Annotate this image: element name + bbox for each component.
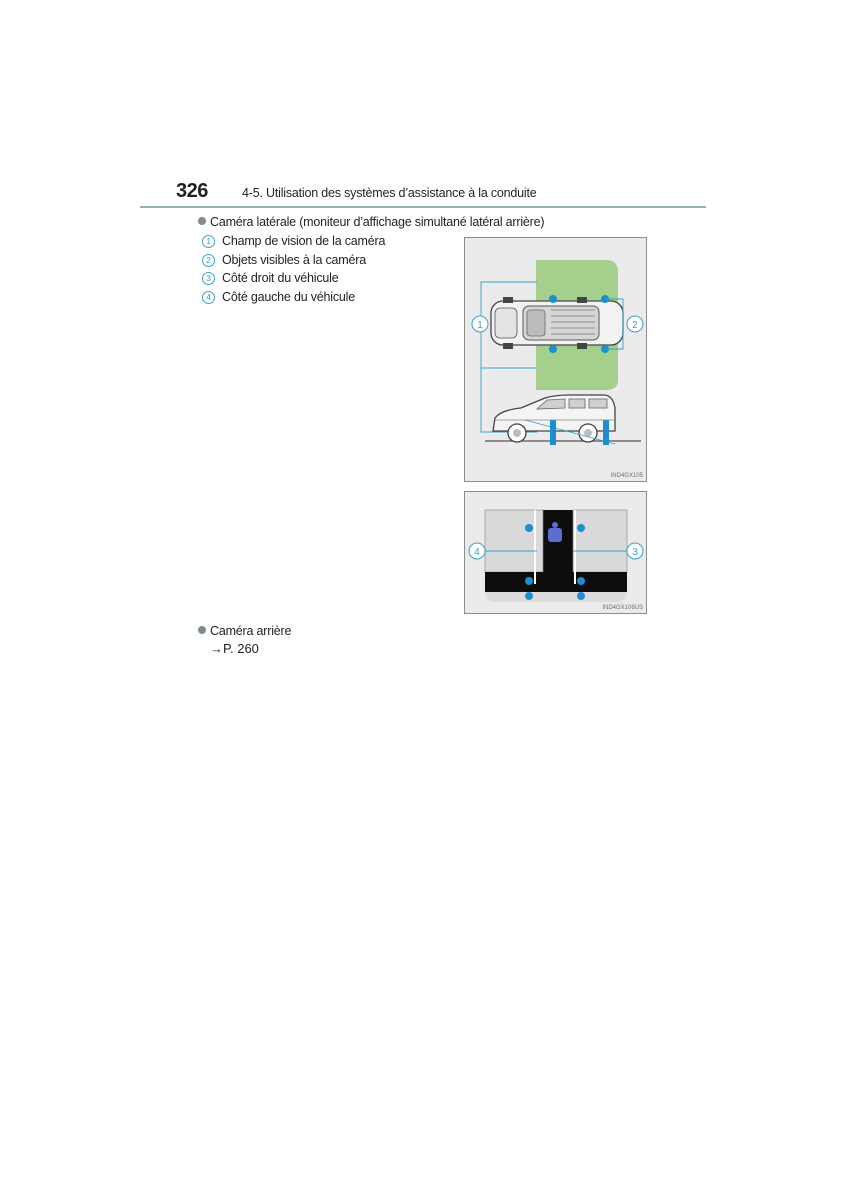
- legend-item: [202, 290, 385, 309]
- callout-1: [472, 316, 488, 332]
- figure-code: IND4GX105: [610, 473, 643, 479]
- legend-item: [202, 253, 385, 272]
- svg-text:4: 4: [474, 547, 480, 558]
- page-number: 326: [176, 180, 208, 202]
- header-rule: [140, 206, 706, 208]
- bullet-icon: [198, 217, 206, 225]
- callout-2: [627, 316, 643, 332]
- figure-monitor-display: [464, 491, 647, 614]
- svg-text:1: 1: [477, 320, 483, 331]
- legend-text: Côté gauche du véhicule: [222, 289, 355, 304]
- figure-camera-field: [464, 237, 647, 482]
- legend-list: [202, 234, 385, 308]
- svg-text:3: 3: [632, 547, 638, 558]
- figure-code: IND4GX106US: [602, 605, 643, 611]
- svg-text:2: 2: [632, 320, 638, 331]
- legend-item: [202, 234, 385, 253]
- callout-3: [627, 543, 643, 559]
- circled-number-icon: 1: [202, 235, 215, 248]
- legend-item: [202, 271, 385, 290]
- page-header: [176, 180, 706, 206]
- circled-number-icon: 4: [202, 291, 215, 304]
- side-camera-heading-text: Caméra latérale (moniteur d’affichage simultané latéral arrière): [210, 215, 545, 229]
- side-camera-heading: [198, 215, 544, 229]
- vehicle-top-view: [491, 297, 623, 349]
- circled-number-icon: 3: [202, 272, 215, 285]
- legend-text: Champ de vision de la caméra: [222, 234, 386, 248]
- page-reference-link[interactable]: [210, 641, 259, 656]
- callout-4: [469, 543, 485, 559]
- legend-text: Côté droit du véhicule: [222, 271, 339, 286]
- page-reference-text: P. 260: [223, 641, 259, 656]
- rear-camera-heading-text: Caméra arrière: [210, 624, 292, 638]
- legend-text: Objets visibles à la caméra: [222, 252, 366, 267]
- section-title: 4-5. Utilisation des systèmes d’assistance à la conduite: [242, 186, 537, 200]
- arrow-right-icon: →: [210, 641, 223, 656]
- rear-camera-heading: [198, 624, 291, 638]
- bullet-icon: [198, 626, 206, 634]
- circled-number-icon: 2: [202, 254, 215, 267]
